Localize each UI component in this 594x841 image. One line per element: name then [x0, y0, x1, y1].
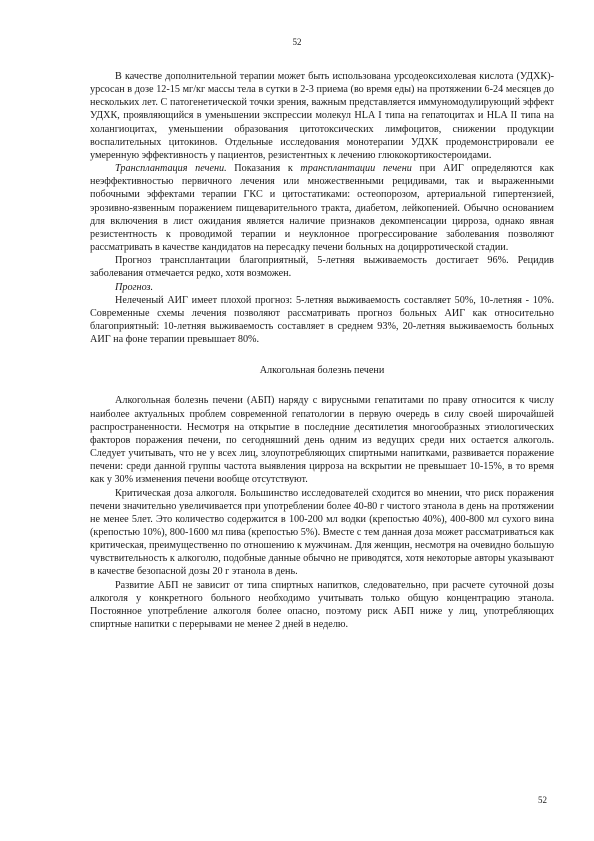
- paragraph-aih-prognosis: Нелеченый АИГ имеет плохой прогноз: 5-летняя выживаемость составляет 50%, 10-летняя - 10%. Современные схемы лечения позволяют рассматривать прогноз больных АИГ как относительно благоприятный: 10-летняя выживаемость составляет в среднем 93%, 20-летняя выживаемость больных АИГ на фоне терапии превышает 80%.: [90, 294, 554, 346]
- paragraph-udca: В качестве дополнительной терапии может быть использована урсодеоксихолевая кислота (УДХК)- урсосан в дозе 12-15 мг/кг массы тела в сутки в 2-3 приема (во время еды) на протяжении 6-24 месяцев до нескольких лет. С патогенетической точки зрения, важным представляется иммуномодулирующий эффект УДХК, проявляющийся в уменьшении экспрессии молекул HLA I типа на гепатоцитах и HLA II типа на холангиоцитах, уменьшении образования цитотоксических лимфоцитов, снижении продукции воспалительных цитокинов. Отдельные исследования монотерапии УДХК продемонстрировали ее умеренную эффективность у пациентов, резистентных к лечению глюкокортикостероидами.: [90, 71, 554, 161]
- paragraph-critical-dose: Критическая доза алкоголя. Большинство исследователей сходится во мнении, что риск поражения печени значительно увеличивается при употреблении более 40-80 г чистого этанола в день на протяжении не менее 5лет. Это количество содержится в 100-200 мл водки (крепостью 40%), 400-800 мл сухого вина (крепостью 10%), 800-1600 мл пива (крепостью 5%). Вместе с тем данная доза может рассматриваться как критическая, преимущественно по отношению к мужчинам. Для женщин, несмотря на очевидно большую чувствительность к алкоголю, подобные данные обычно не приводятся, хотя некоторые авторы указывают в качестве безопасной дозы 20 г этанола в день.: [90, 487, 554, 578]
- paragraph-drink-type: Развитие АБП не зависит от типа спиртных напитков, следовательно, при расчете суточной дозы алкоголя у конкретного больного необходимо учитывать только общую концентрацию этанола. Постоянное употребление алкоголя более опасно, поэтому риск АБП ниже у лиц, употребляющих спиртные напитки с перерывами не менее 2 дней в неделю.: [90, 579, 554, 631]
- prognosis-lead: Прогноз.: [115, 281, 154, 293]
- paragraph-liver-transplant: [90, 162, 554, 254]
- section-title: Алкогольная болезнь печени: [259, 365, 385, 377]
- paragraph-transplant-prognosis: Прогноз трансплантации благоприятный, 5-летняя выживаемость достигает 96%. Рецидив заболевания отмечается редко, хотя возможен.: [90, 255, 554, 280]
- paragraph-alcoholic-liver-disease: Алкогольная болезнь печени (АБП) наряду с вирусными гепатитами по праву относится к числу наиболее актуальных проблем современной гепатологии в первую очередь в силу своей широчайшей распространенности. Несмотря на открытие в последние десятилетия многообразных этиологических факторов поражения печени, по сегодняшний день одним из ведущих среди них остается алкоголь. Следует учитывать, что не у всех лиц, злоупотребляющих спиртными напитками, развивается поражение печени: среди данной группы частота выявления цирроза на вскрытии не превышает 10-15%, в то время как у 30% изменения печени вообще отсутствуют.: [90, 395, 554, 486]
- transplant-text-1: Показания к: [226, 163, 301, 175]
- transplant-keyword: трансплантации печени: [300, 163, 412, 175]
- page-number-bottom: 52: [538, 795, 547, 805]
- transplant-lead: Трансплантация печени.: [115, 163, 227, 175]
- transplant-text-2: при АИГ определяются как неэффективностью первичного лечения или множественными рецидивами, так и выраженными побочными эффектами терапии ГКС и цитостатиками: остеопорозом, артериальной гипертензией, эрозивно-язвенным поражением пищеварительного тракта, диабетом, лейкопенией. Обычно основанием для включения в лист ожидания является наличие признаков декомпенсации цирроза, однако явная резистентность к проводимой терапии и неуклонное прогрессирование заболевания позволяют рассматривать в качестве кандидатов на пересадку печени больных на доцирротической стадии.: [90, 163, 555, 254]
- page-number-top: 52: [292, 37, 302, 47]
- document-body: [90, 70, 554, 631]
